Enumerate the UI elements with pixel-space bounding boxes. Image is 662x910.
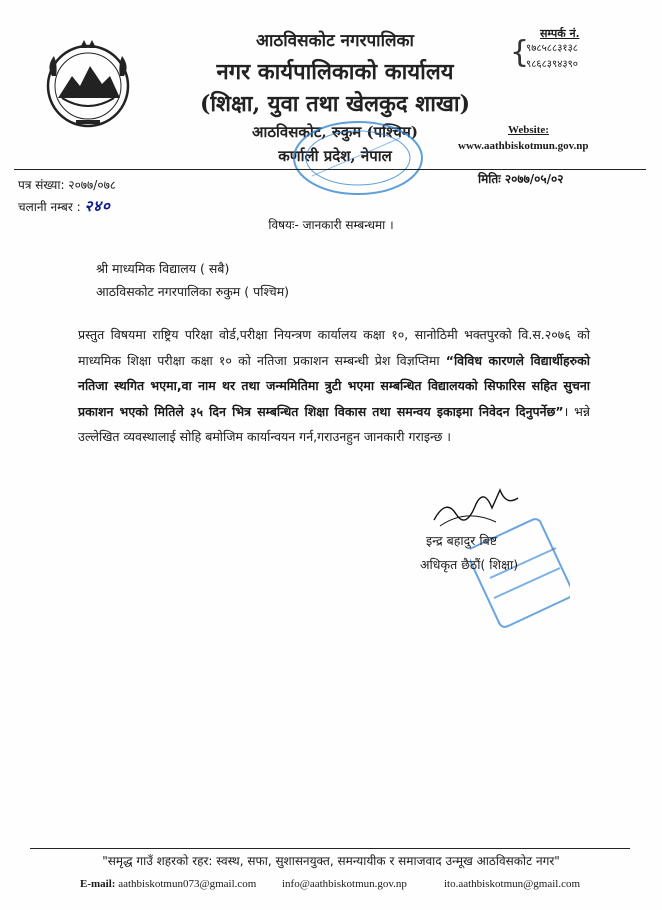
body-text-part2: । भन्ने उल्लेखित व्यवस्थालाई सोहि बमोजिम कार्यान्वयन गर्न,गराउनहुन जानकारी गराइन्छ । [78, 403, 591, 444]
recipient-line1: श्री माध्यमिक विद्यालय ( सबै) [96, 261, 230, 276]
office-address-line1: आठविसकोट, रुकुम (पश्चिम) [252, 123, 418, 141]
signatory-title: अधिकृत छैठौं( शिक्षा) [420, 557, 519, 572]
body-text-part1: प्रस्तुत विषयमा राष्ट्रिय परिक्षा वोर्ड,परीक्षा नियन्त्रण कार्यालय कक्षा १०, सानोठिमी भक्तपुरको वि.स.२०७६ को माध्यमिक शिक्षा परीक्षा कक्षा १० को नतिजा प्रकाशन सम्बन्धी प्रेश विज्ञप्तिमा [78, 327, 590, 368]
dispatch-number [18, 196, 111, 216]
nepal-emblem-logo [40, 36, 136, 132]
email-address-2[interactable]: info@aathbiskotmun.gov.np [282, 878, 407, 890]
footer-email-1 [80, 878, 256, 890]
email-address-3[interactable]: ito.aathbiskotmun@gmail.com [444, 878, 581, 890]
letter-body [78, 322, 590, 450]
office-address-line2: कर्णाली प्रदेश, नेपाल [278, 147, 392, 165]
office-stamp [290, 118, 426, 198]
website-label: Website: [508, 124, 549, 136]
letter-subject: विषयः- जानकारी सम्बन्धमा । [268, 218, 394, 232]
email-label: E-mail: [80, 878, 116, 890]
letter-number [18, 176, 116, 193]
office-branch: (शिक्षा, युवा तथा खेलकुद शाखा) [199, 91, 471, 117]
letter-number-label: पत्र संख्या: [18, 178, 65, 192]
dispatch-number-label: चलानी नम्बर : [18, 200, 81, 214]
signatory-name: इन्द्र बहादुर बिष्ट [426, 533, 498, 548]
phone-number-1: ९७८५८८३१३८ [526, 43, 578, 54]
recipient-line2: आठविसकोट नगरपालिका रुकुम ( पश्चिम) [96, 284, 290, 299]
website-url[interactable]: www.aathbiskotmun.gov.np [458, 140, 589, 152]
brace-glyph: { [510, 35, 530, 70]
email-address-1[interactable]: aathbiskotmun073@gmail.com [118, 878, 257, 890]
phone-number-2: ९८६८३९४३९० [526, 59, 578, 70]
footer-motto: "समृद्ध गाउँ शहरको रहर: स्वस्थ, सफा, सुशासनयुक्त, समन्यायीक र समाजवाद उन्मूख आठविसकोट नगर" [102, 854, 560, 868]
date-value: २०७७/०५/०२ [504, 172, 564, 186]
office-name-line1: आठविसकोट नगरपालिका [256, 31, 414, 51]
letter-date [478, 170, 564, 187]
dispatch-number-value: २४० [84, 197, 111, 215]
footer-divider [30, 848, 630, 849]
letter-number-value: २०७७/०७८ [68, 178, 117, 192]
contact-title: सम्पर्क नं. [540, 27, 580, 40]
body-text-quote: “विविध कारणले विद्यार्थीहरुको नतिजा स्थगित भएमा,वा नाम थर तथा जन्ममितिमा त्रुटी भएमा सम्बन्धित विद्यालयको सिफारिस सहित सुचना प्रकाशन भएको मितिले ३५ दिन भित्र सम्बन्धित शिक्षा विकास तथा समन्वय इकाइमा निवेदन दिनुपर्नेछ” [78, 352, 590, 419]
office-name-line2: नगर कार्यपालिकाको कार्यालय [216, 59, 454, 85]
date-label: मितिः [478, 172, 501, 186]
